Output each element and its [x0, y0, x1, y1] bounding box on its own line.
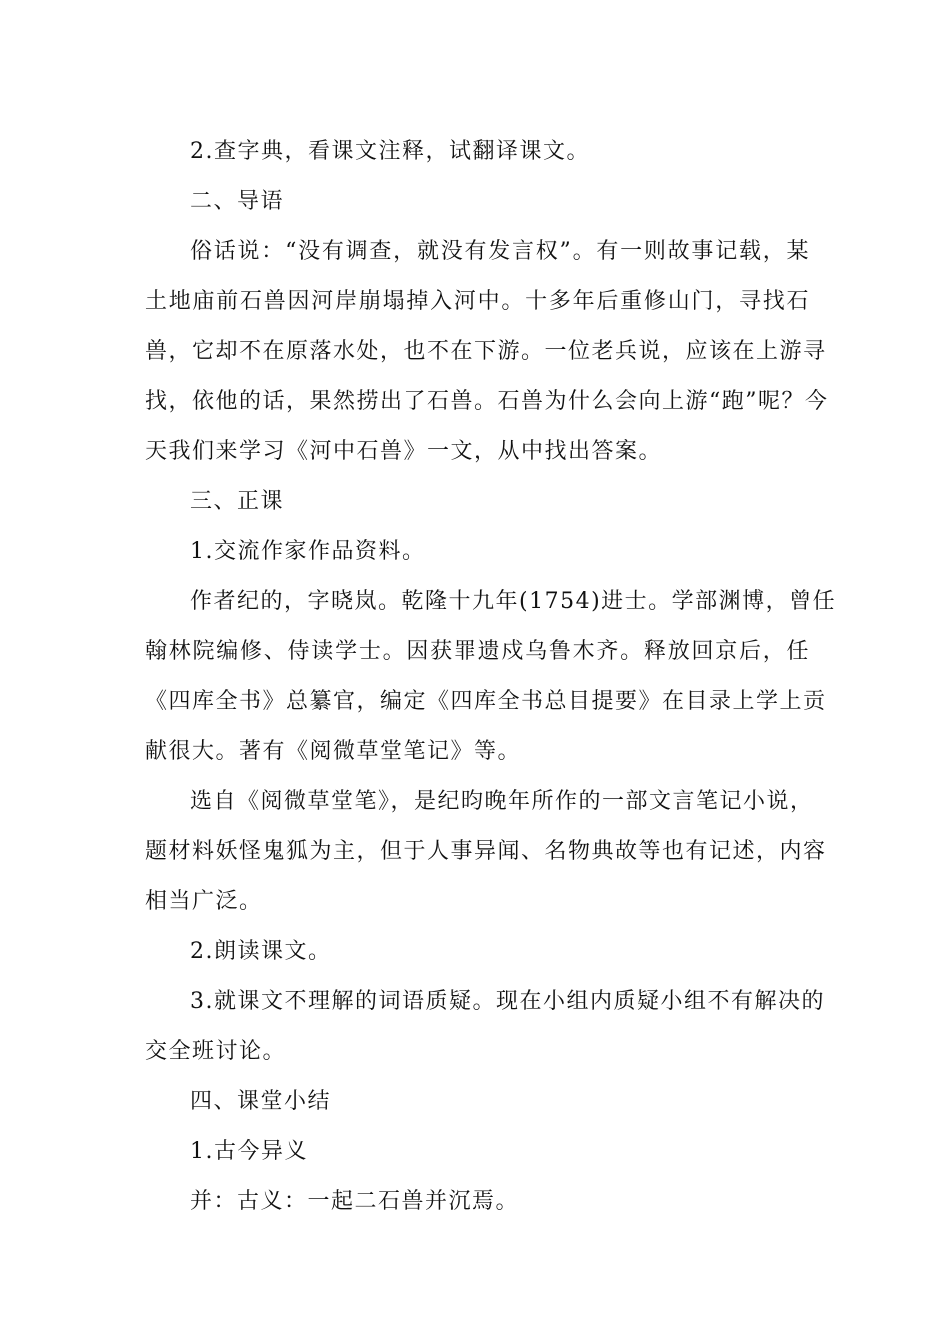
text-line: 土地庙前石兽因河岸崩塌掉入河中。十多年后重修山门，寻找石: [145, 289, 810, 314]
text-line: 《四库全书》总纂官，编定《四库全书总目提要》在目录上学上贡: [145, 689, 827, 714]
text-line: 1.交流作家作品资料。: [190, 539, 426, 564]
text-line: 翰林院编修、侍读学士。因获罪遗戍乌鲁木齐。释放回京后，任: [145, 639, 810, 664]
text-line: 作者纪的，字晓岚。乾隆十九年(1754)进士。学部渊博，曾任: [190, 589, 837, 614]
text-line: 2.朗读课文。: [190, 939, 332, 964]
text-line: 并：古义：一起二石兽并沉焉。: [190, 1189, 520, 1214]
text-line: 找，依他的话，果然捞出了石兽。石兽为什么会向上游“跑”呢？今: [145, 389, 829, 414]
text-line: 兽，它却不在原落水处，也不在下游。一位老兵说，应该在上游寻: [145, 339, 827, 364]
text-line: 题材料妖怪鬼狐为主，但于人事异闻、名物典故等也有记述，内容: [145, 839, 827, 864]
text-line: 1.古今异义: [190, 1139, 308, 1164]
text-line: 献很大。著有《阅微草堂笔记》等。: [145, 739, 522, 764]
text-line: 交全班讨论。: [145, 1039, 287, 1064]
text-line: 3.就课文不理解的词语质疑。现在小组内质疑小组不有解决的: [190, 989, 825, 1014]
text-line: 天我们来学习《河中石兽》一文，从中找出答案。: [145, 439, 663, 464]
text-line: 2.查字典，看课文注释，试翻译课文。: [190, 139, 590, 164]
text-line: 选自《阅微草堂笔》，是纪昀晚年所作的一部文言笔记小说，: [190, 789, 814, 814]
text-line: 俗话说：“没有调查，就没有发言权”。有一则故事记载，某: [190, 239, 810, 264]
text-line: 相当广泛。: [145, 889, 263, 914]
section-heading: 二、导语: [190, 189, 285, 214]
section-heading: 四、课堂小结: [190, 1089, 332, 1114]
section-heading: 三、正课: [190, 489, 285, 514]
